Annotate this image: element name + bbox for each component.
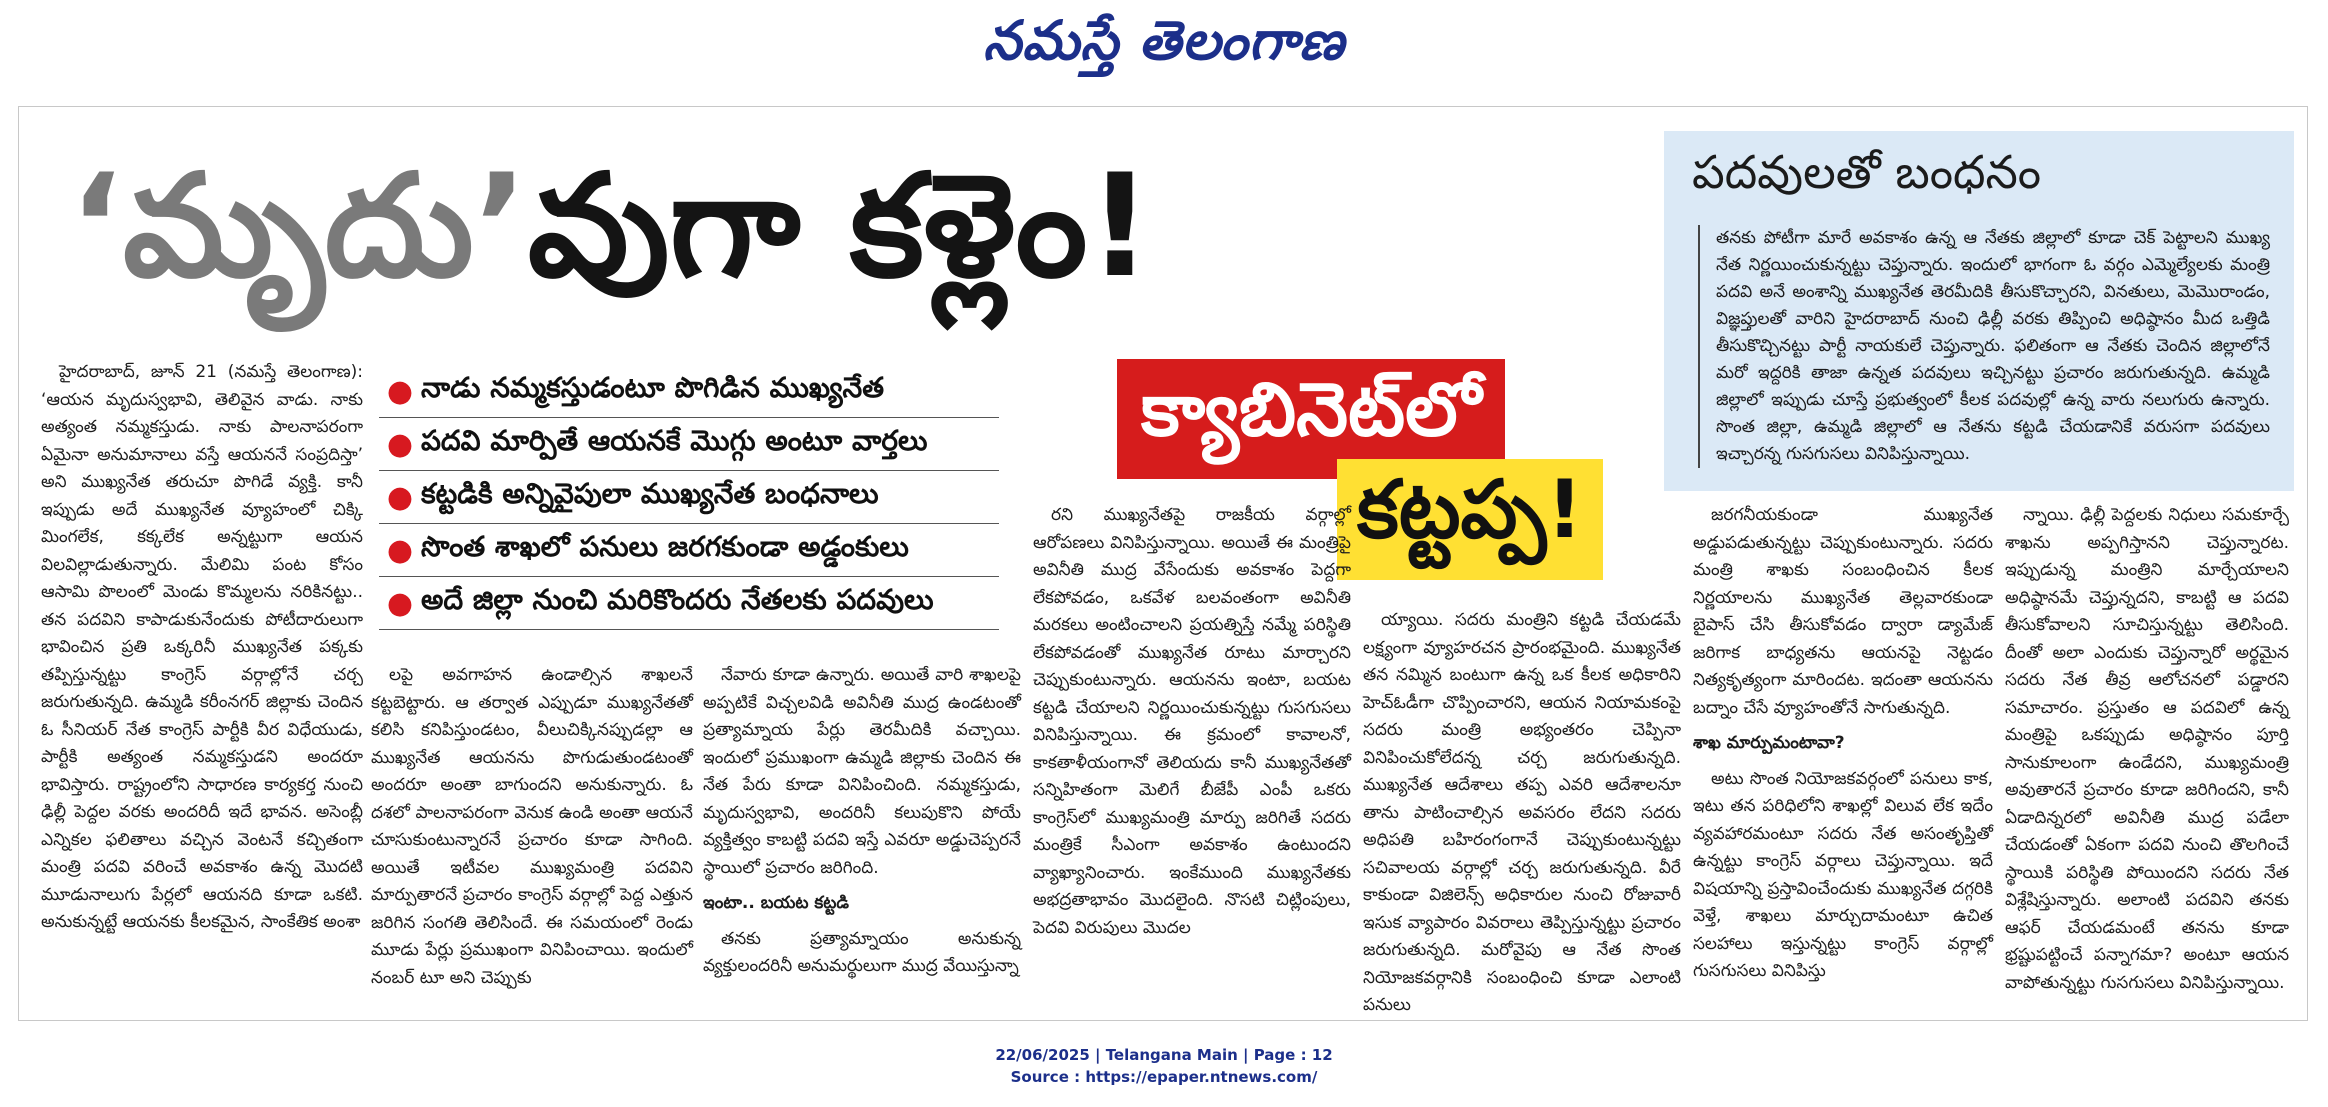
bullet-text: పదవి మార్పితే ఆయనకే మొగ్గు అంటూ వార్తలు	[421, 424, 928, 457]
text-column-4	[1033, 502, 1351, 948]
column-paragraph: అటు సొంత నియోజకవర్గంలో పనులు కాక, ఇటు తన పరిధిలోని శాఖల్లో విలువ లేక ఇదేం వ్యవహారమంటూ సదరు నేత అసంతృప్తితో ఉన్నట్టు కాంగ్రెస్ వర్గాలు చెప్తున్నాయి. ఇదే విషయాన్ని ప్రస్తావించేందుకు ముఖ్యనేత దగ్గరికి వెళ్తే, శాఖలు మార్చుదామంటూ ఉచిత సలహాలు ఇస్తున్నట్టు కాంగ్రెస్ వర్గాల్లో గుసగుసలు వినిపిస్తు	[1693, 768, 1993, 981]
bullet-text: కట్టడికి అన్నివైపులా ముఖ్యనేత బంధనాలు	[421, 477, 879, 510]
column-paragraph: లపై అవగాహన ఉండాల్సిన శాఖలనే కట్టబెట్టారు. ఆ తర్వాత ఎప్పుడూ ముఖ్యనేతతో కలిసి కనిపిస్తుండటం, వీలుచిక్కినప్పుడల్లా ఆ ముఖ్యనేత ఆయనను పొగుడుతుండటంతో అందరూ అంతా బాగుందని అనుకున్నారు. ఓ దశలో పాలనాపరంగా వెనుక ఉండి అంతా ఆయనే చూసుకుంటున్నారనే ప్రచారం కూడా సాగింది. అయితే ఇటీవల ముఖ్యమంత్రి పదవిని మార్పుతారనే ప్రచారం కాంగ్రెస్ వర్గాల్లో పెద్ద ఎత్తున జరిగిన సంగతి తెలిసిందే. ఈ సమయంలో రెండు మూడు పేర్లు ప్రముఖంగా వినిపించాయి. ఇందులో నంబర్ టూ అని చెప్పుకు	[371, 665, 693, 988]
bullet-item	[379, 418, 999, 471]
bullet-item	[379, 471, 999, 524]
bullet-dot-icon: ●	[386, 426, 414, 462]
bullet-item	[379, 365, 999, 418]
footer-date-line: 22/06/2025 | Telangana Main | Page : 12	[995, 1046, 1333, 1064]
text-column-5	[1363, 607, 1681, 1026]
bullet-dot-icon: ●	[386, 479, 414, 515]
column-paragraph: నేవారు కూడా ఉన్నారు. అయితే వారి శాఖలపై అప్పటికే విచ్చలవిడి అవినీతి ముద్ర ఉండటంతో ప్రత్యామ్నాయ పేర్లు తెరమీదికి వచ్చాయి. ఇందులో ప్రముఖంగా ఉమ్మడి జిల్లాకు చెందిన ఈ నేత పేరు కూడా వినిపించింది. నమ్మకస్తుడు, మృదుస్వభావి, అందరినీ కలుపుకొని పోయే వ్యక్తిత్వం కాబట్టి పదవి ఇస్తే ఎవరూ అడ్డుచెప్పరనే స్థాయిలో ప్రచారం జరిగింది.	[703, 665, 1021, 878]
column-paragraph: హైదరాబాద్, జూన్ 21 (నమస్తే తెలంగాణ): ‘ఆయన మృదుస్వభావి, తెలివైన వాడు. నాకు అత్యంత నమ్మకస్తుడు. నాకు పాలనాపరంగా ఏమైనా అనుమానాలు వస్తే ఆయననే సంప్రదిస్తా’ అని ముఖ్యనేత తరుచూ పొగిడే వ్యక్తి. కానీ ఇప్పుడు అదే ముఖ్యనేత వ్యూహంలో చిక్కి మింగలేక, కక్కలేక అన్నట్టుగా ఆయన విలవిల్లాడుతున్నారు. మేలిమి పంట కోసం ఆసామి పొలంలో మెండు కొమ్మలను నరికినట్టు.. తన పదవిని కాపాడుకునేందుకు పోటీదారులుగా భావించిన ప్రతి ఒక్కరినీ ముఖ్యనేత పక్కకు తప్పిస్తున్నట్టు కాంగ్రెస్ వర్గాల్లోనే చర్చ జరుగుతున్నది. ఉమ్మడి కరీంనగర్ జిల్లాకు చెందిన ఓ సీనియర్ నేత కాంగ్రెస్ పార్టీకి వీర విధేయుడు, పార్టీకి అత్యంత నమ్మకస్తుడని అందరూ భావిస్తారు. రాష్ట్రంలోని సాధారణ కార్యకర్త నుంచి ఢిల్లీ పెద్దల వరకు అందరిదీ ఇదే భావన. అసెంబ్లీ ఎన్నికల ఫలితాలు వచ్చిన వెంటనే కచ్చితంగా మంత్రి పదవి వరించే అవకాశం ఉన్న మొదటి మూడునాలుగు పేర్లలో ఆయనది కూడా ఒకటి. అనుకున్నట్టే ఆయనకు కీలకమైన, సాంకేతిక అంశా	[41, 362, 363, 932]
bullet-item	[379, 577, 999, 630]
bullet-dot-icon: ●	[386, 585, 414, 621]
footer-source-link[interactable]: Source : https://epaper.ntnews.com/	[1010, 1068, 1318, 1086]
bullet-dot-icon: ●	[386, 373, 414, 409]
sidebar-body: తనకు పోటీగా మారే అవకాశం ఉన్న ఆ నేతకు జిల్లాలో కూడా చెక్ పెట్టాలని ముఖ్య నేత నిర్ణయించుకున్నట్టు చెప్తున్నారు. ఇందులో భాగంగా ఓ వర్గం ఎమ్మెల్యేలకు మంత్రి పదవి అనే అంశాన్ని ముఖ్యనేత తెరమీదికి తీసుకొచ్చారని, వినతులు, మెమొరాండం, విజ్ఞప్తులతో వారిని హైదరాబాద్ నుంచి ఢిల్లీ వరకు తిప్పించి అధిష్ఠానం మీద ఒత్తిడి తీసుకొచ్చినట్టు పార్టీ నాయకులే చెప్తున్నారు. ఫలితంగా ఆ నేతకు చెందిన జిల్లాలోనే మరో ఇద్దరికి తాజా ఉన్నత పదవులు ఇచ్చినట్టు ప్రచారం జరుగుతున్నది. ఉమ్మడి జిల్లాలో ఇప్పుడు చూస్తే ప్రభుత్వంలో కీలక పదవుల్లో ఉన్న వారు నలుగురు ఉన్నారు. సొంత జిల్లా, ఉమ్మడి జిల్లాలో ఆ నేతను కట్టడి చేయడానికే వరుసగా పదవులు ఇచ్చారన్న గుసగుసలు వినిపిస్తున్నాయి.	[1698, 225, 2270, 468]
bullet-dot-icon: ●	[386, 532, 414, 568]
sidebar-title: పదవులతో బంధనం	[1692, 145, 2042, 199]
text-column-6	[1693, 502, 1993, 992]
bullet-text: నాడు నమ్మకస్తుడంటూ పొగిడిన ముఖ్యనేత	[421, 371, 884, 404]
headline-part-hard: వుగా కళ్లెం!	[527, 144, 1153, 309]
column-paragraph: రని ముఖ్యనేతపై రాజకీయ వర్గాల్లో ఆరోపణలు వినిపిస్తున్నాయి. అయితే ఈ మంత్రిపై అవినీతి ముద్ర వేసేందుకు అవకాశం పెద్దగా లేకపోవడం, ఒకవేళ బలవంతంగా అవినీతి మరకలు అంటించాలని ప్రయత్నిస్తే నమ్మే పరిస్థితి లేకపోవడంతో ముఖ్యనేత రూటు మార్చారని చెప్పుకుంటున్నారు. ఆయనను ఇంటా, బయట కట్టడి చేయాలని నిర్ణయించుకున్నట్టు గుసగుసలు వినిపిస్తున్నాయి. ఈ క్రమంలో కావాలనో, కాకతాళీయంగానో తెలియదు కానీ ముఖ్యనేతతో సన్నిహితంగా మెలిగే బీజేపీ ఎంపీ ఒకరు కాంగ్రెస్‌లో ముఖ్యమంత్రి మార్పు జరిగితే సదరు మంత్రికే సీఎంగా అవకాశం ఉంటుందని వ్యాఖ్యానించారు. ఇంకేముంది ముఖ్యనేతకు అభద్రతాభావం మొదలైంది. నొసటి చిట్లింపులు, పెదవి విరుపులు మొదల	[1033, 505, 1351, 938]
bullet-text: సొంత శాఖలో పనులు జరగకుండా అడ్డంకులు	[421, 530, 909, 563]
headline	[69, 144, 1153, 309]
bullet-item	[379, 524, 999, 577]
masthead-logo: నమస్తే తెలంగాణ	[983, 8, 1345, 72]
column-paragraph: న్నాయి. ఢిల్లీ పెద్దలకు నిధులు సమకూర్చే శాఖను అప్పగిస్తానని చెప్తున్నారట. ఇప్పుడున్న మంత్రిని మార్చేయాలని అధిష్ఠానమే చెప్తున్నదని, కాబట్టి ఆ పదవి తీసుకోవాలని సూచిస్తున్నట్టు తెలిసింది. దీంతో అలా ఎందుకు చెప్తున్నారో అర్థమైన సదరు నేత తీవ్ర ఆలోచనలో పడ్డారని సమాచారం. ప్రస్తుతం ఆ పదవిలో ఉన్న మంత్రిపై ఒకప్పుడు అధిష్ఠానం పూర్తి సానుకూలంగా ఉండేదని, ముఖ్యమంత్రి అవుతారనే ప్రచారం కూడా జరిగిందని, కానీ ఏడాదిన్నరలో అవినీతి ముద్ర పడేలా చేయడంతో ఏకంగా పదవి నుంచి తొలగించే స్థాయికి పరిస్థితి పోయిందని సదరు నేత విశ్లేషిస్తున్నారు. అలాంటి పదవిని తనకు ఆఫర్ చేయడమంటే తనను కూడా భ్రష్టుపట్టించే పన్నాగమా? అంటూ ఆయన వాపోతున్నట్టు గుసగుసలు వినిపిస్తున్నాయి.	[2005, 505, 2289, 993]
headline-part-soft: ‘మృదు’	[69, 144, 528, 309]
bullet-list	[379, 365, 999, 630]
text-column-7	[2005, 502, 2289, 1003]
sidebar-box	[1664, 131, 2294, 491]
text-column-3	[703, 662, 1021, 987]
column-paragraph: జరగనీయకుండా ముఖ్యనేత అడ్డుపడుతున్నట్టు చెప్పుకుంటున్నారు. సదరు మంత్రి శాఖకు సంబంధించిన కీలక నిర్ణయాలను ముఖ్యనేత తెల్లవారకుండా బైపాస్ చేసి తీసుకోవడం ద్వారా డ్యామేజ్ జరిగాక బాధ్యతను ఆయనపై నెట్టడం నిత్యకృత్యంగా మారిందట. ఇదంతా ఆయనను బద్నాం చేసే వ్యూహంతోనే సాగుతున్నది.	[1693, 505, 1993, 718]
banner-line-red: క్యాబినెట్‌లో	[1117, 359, 1505, 479]
column-paragraph: య్యాయి. సదరు మంత్రిని కట్టడి చేయడమే లక్ష్యంగా వ్యూహరచన ప్రారంభమైంది. ముఖ్యనేత తన నమ్మిన బంటుగా ఉన్న ఒక కీలక అధికారిని హెచ్‌ఓడీగా చొప్పించారని, ఆయన నియామకంపై సదరు మంత్రి అభ్యంతరం చెప్పినా వినిపించుకోలేదన్న చర్చ జరుగుతున్నది. ముఖ్యనేత ఆదేశాలు తప్ప ఎవరి ఆదేశాలనూ తాను పాటించాల్సిన అవసరం లేదని సదరు అధిపతి బహిరంగంగానే చెప్పుకుంటున్నట్టు సచివాలయ వర్గాల్లో చర్చ జరుగుతున్నది. వీరే కాకుండా విజిలెన్స్ అధికారుల నుంచి రోజువారీ ఇసుక వ్యాపారం వివరాలు తెప్పిస్తున్నట్టు ప్రచారం జరుగుతున్నది. మరోవైపు ఆ నేత సొంత నియోజకవర్గానికి సంబంధించి కూడా ఎలాంటి పనులు	[1363, 610, 1681, 1015]
bullet-text: అదే జిల్లా నుంచి మరికొందరు నేతలకు పదవులు	[421, 583, 934, 616]
text-column-1	[41, 359, 363, 943]
article-box	[18, 106, 2308, 1021]
subheading: శాఖ మార్పుమంటావా?	[1693, 733, 1845, 753]
kattappa-banner	[1117, 359, 1583, 556]
text-column-2	[371, 662, 693, 998]
banner-line-yellow: కట్టప్ప!	[1337, 459, 1603, 580]
subheading: ఇంటా.. బయట కట్టడి	[703, 893, 849, 913]
column-paragraph: తనకు ప్రత్యామ్నాయం అనుకున్న వ్యక్తులందరినీ అనుమర్థులుగా ముద్ర వేయిస్తున్నా	[703, 928, 1021, 976]
